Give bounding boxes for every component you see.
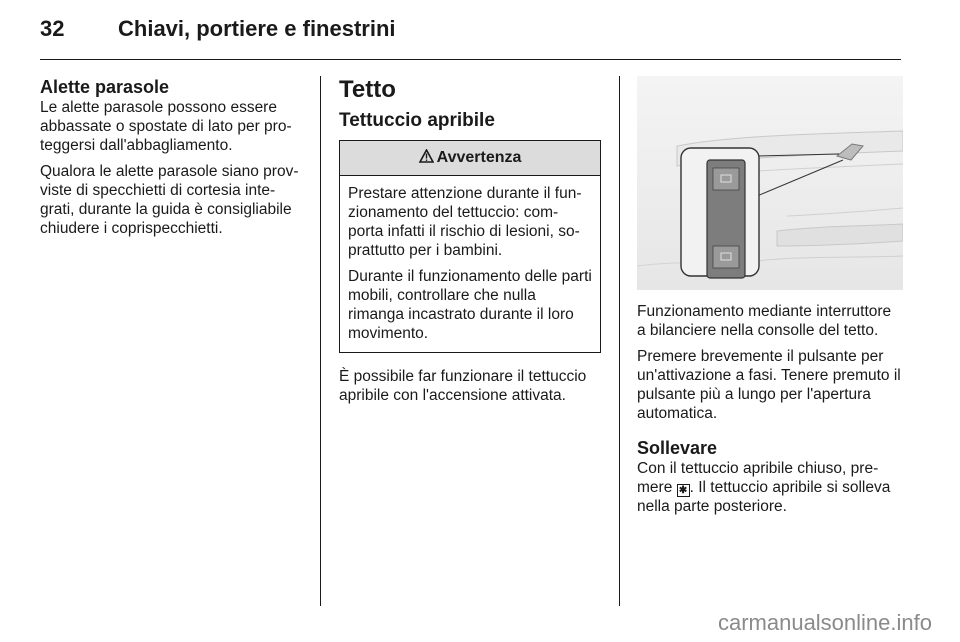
warning-paragraph: Prestare attenzione durante il fun-zionamento del tettuccio: com-porta infatti il rischio di lesioni, so-prattutto per i bambini. xyxy=(348,185,582,259)
paragraph-lift xyxy=(637,459,903,516)
column-operation xyxy=(637,76,903,523)
column-roof xyxy=(339,76,601,412)
warning-box xyxy=(339,140,601,353)
paragraph: Funzionamento mediante interruttore a bilanciere nella consolle del tetto. xyxy=(637,303,892,339)
section-heading-lift: Sollevare xyxy=(637,438,718,458)
warning-triangle-icon xyxy=(419,149,434,168)
column-divider-right xyxy=(619,76,620,606)
column-divider-left xyxy=(320,76,321,606)
header-rule xyxy=(40,59,901,60)
watermark: carmanualsonline.info xyxy=(717,610,932,635)
warning-body xyxy=(340,176,600,352)
paragraph: È possibile far funzionare il tettuccio apribile con l'accensione attivata. xyxy=(339,368,587,404)
sunroof-tilt-icon: ✱ xyxy=(677,484,690,497)
paragraph: Premere brevemente il pulsante per un'attivazione a fasi. Tenere premuto il pulsante più a lungo per l'apertura automatica. xyxy=(637,348,901,422)
text-before-symbol: Con il tettuccio apribile chiuso, pre-mere xyxy=(637,460,879,496)
page-header xyxy=(0,0,960,62)
column-sun-visors xyxy=(40,76,304,245)
warning-header xyxy=(340,141,600,176)
chapter-title: Chiavi, portiere e finestrini xyxy=(118,16,396,41)
roof-switch-illustration xyxy=(637,76,903,290)
text-after-symbol: . Il tettuccio apribile si solleva nella parte posteriore. xyxy=(637,479,891,515)
section-title-roof: Tetto xyxy=(339,76,396,103)
paragraph: Le alette parasole possono essere abbassate o spostate di lato per pro-teggersi dall'abbagliamento. xyxy=(40,99,292,154)
page-number: 32 xyxy=(40,16,65,41)
warning-heading: Avvertenza xyxy=(436,149,522,166)
paragraph: Qualora le alette parasole siano prov-viste di specchietti di cortesia inte-grati, durante la guida è consigliabile chiudere i coprispecchietti. xyxy=(40,163,299,237)
subsection-heading-sunroof: Tettuccio apribile xyxy=(339,110,495,131)
section-heading-sun-visors: Alette parasole xyxy=(40,77,170,97)
warning-paragraph: Durante il funzionamento delle parti mobili, controllare che nulla rimanga incastrato durante il loro movimento. xyxy=(348,268,592,342)
